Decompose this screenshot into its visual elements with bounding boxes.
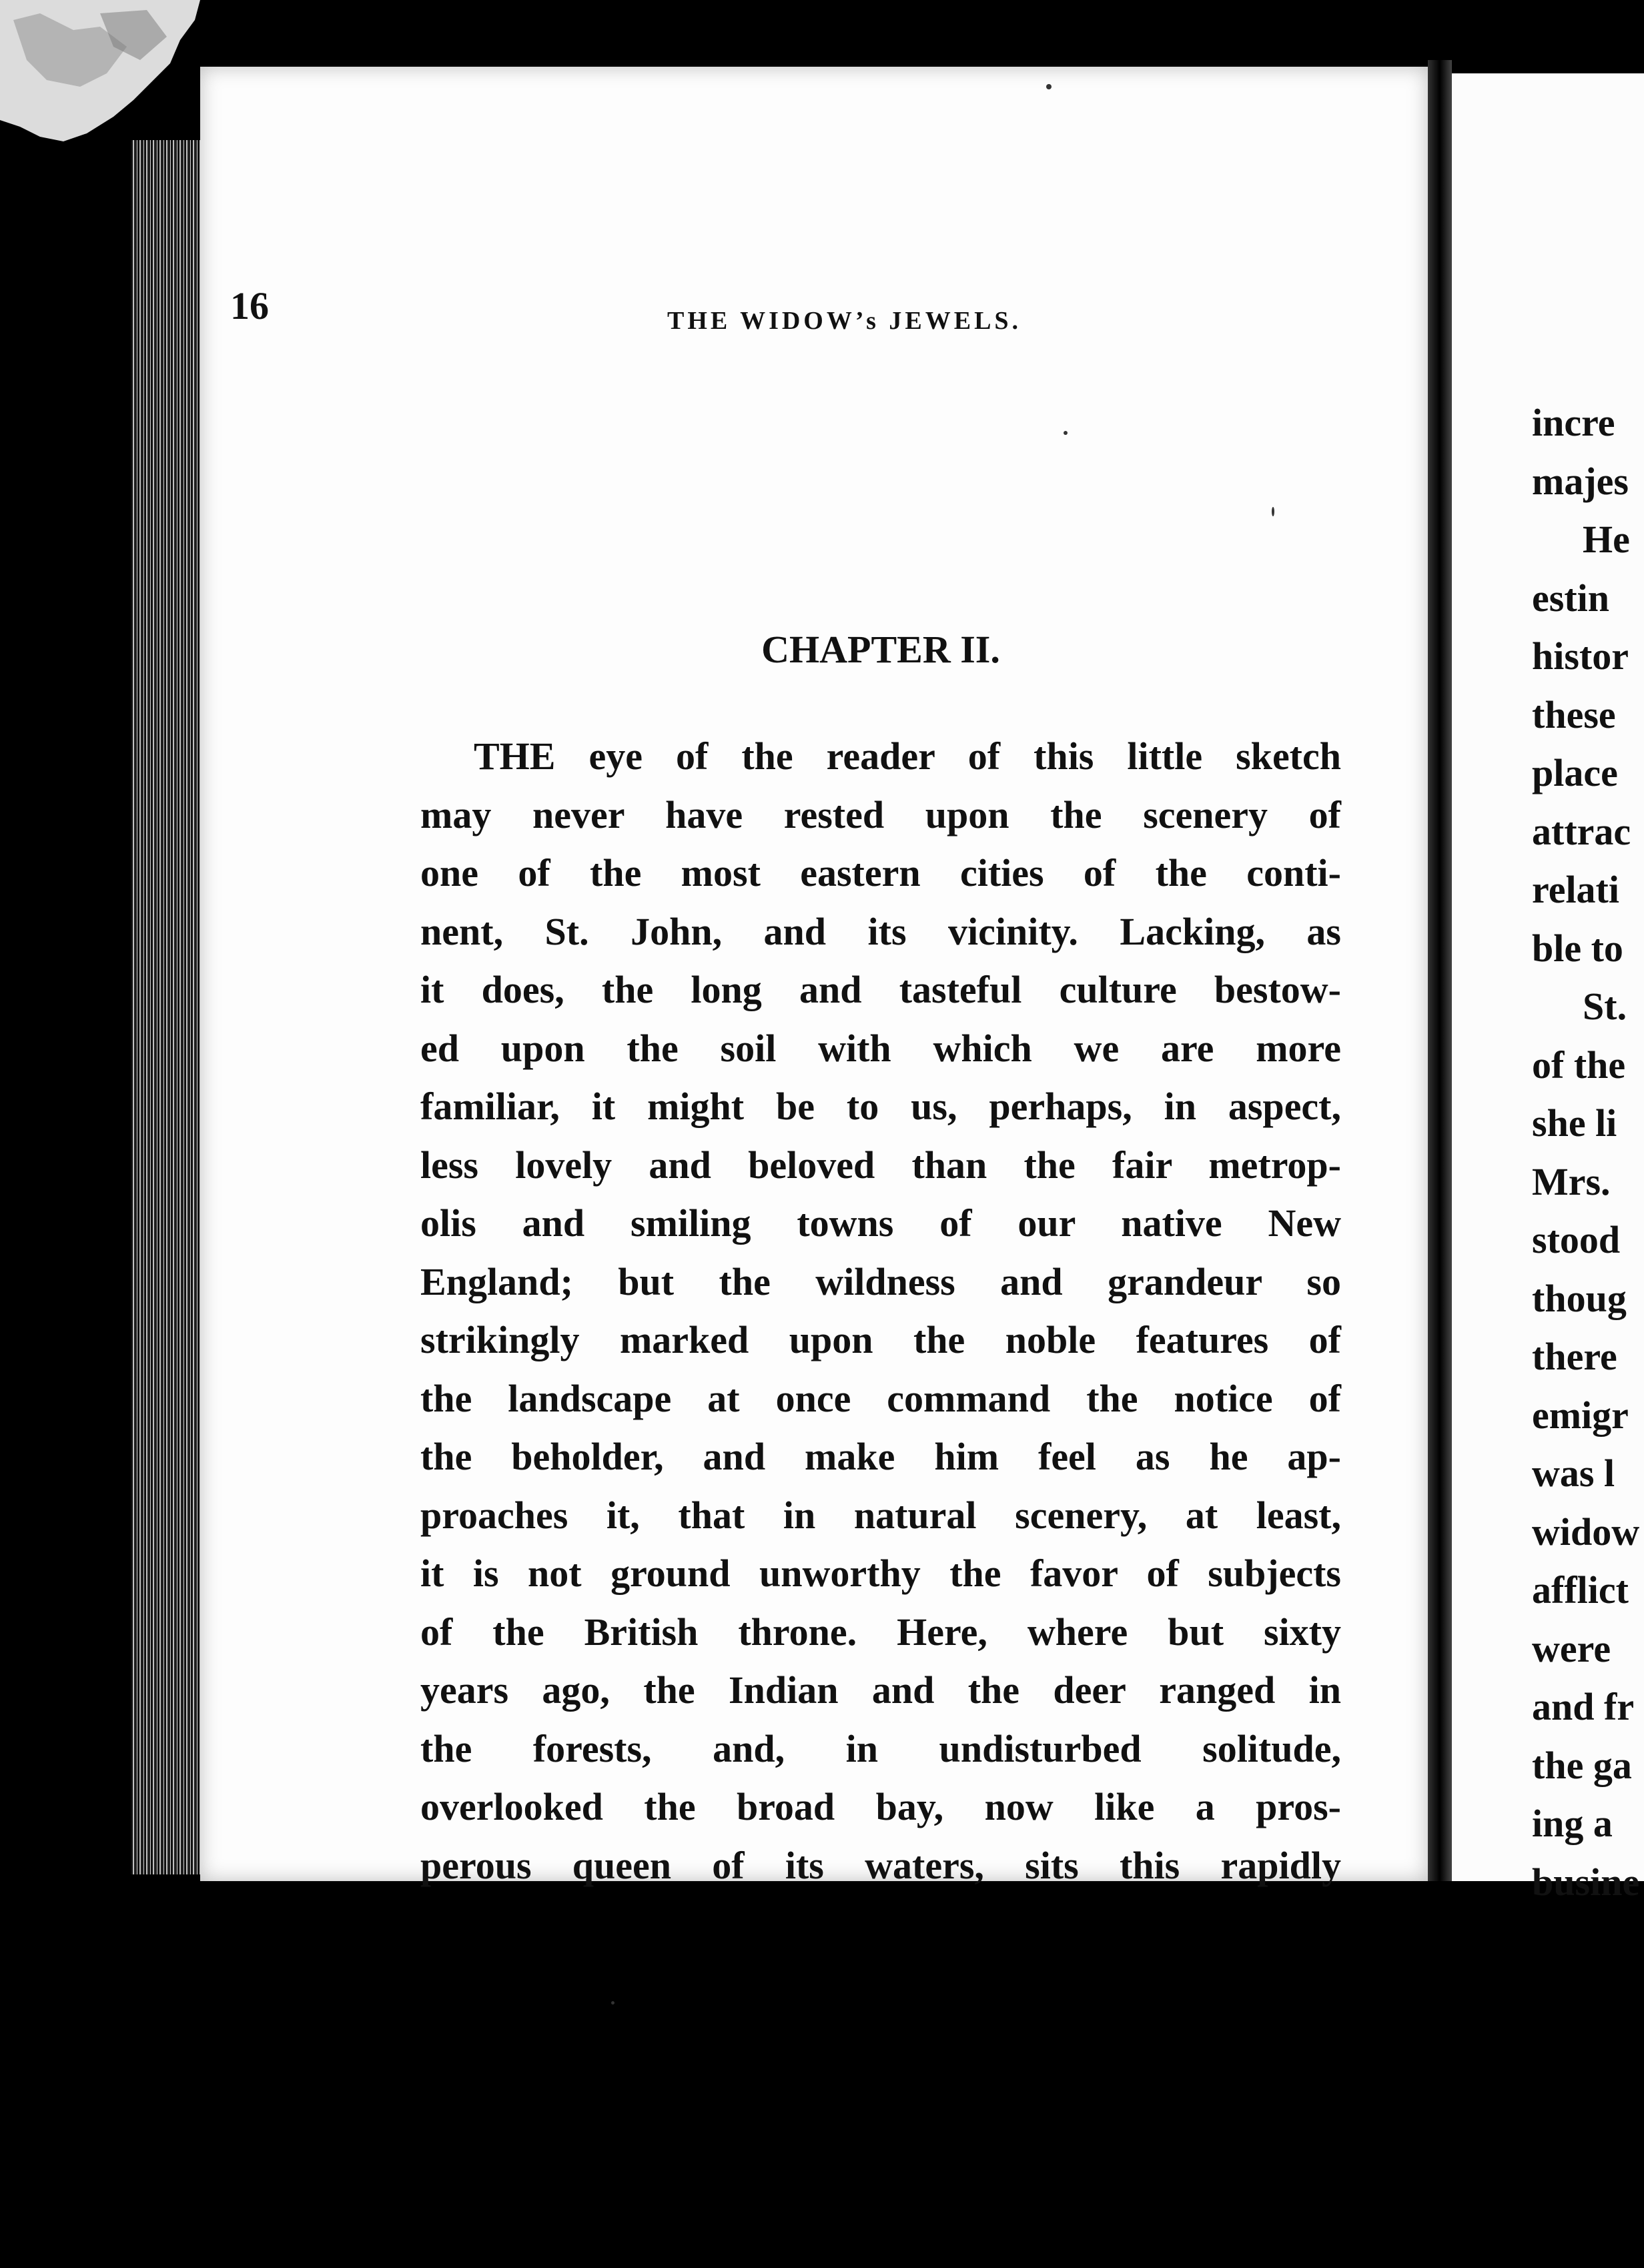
text-line: it is not ground unworthy the favor of subjects [420,1552,1341,1595]
text-line: perous queen of its waters, sits this rapidly [420,1843,1341,1887]
text-line: overlooked the broad bay, now like a pros- [420,1785,1341,1828]
right-text-line: emigr [1532,1393,1629,1437]
right-text-line: the ga [1532,1743,1632,1787]
chapter-title: CHAPTER II. [761,628,1000,671]
text-line: may never have rested upon the scenery of [420,792,1341,836]
text-line: olis and smiling towns of our native New [420,1201,1341,1245]
book-page-edges [131,140,204,1874]
right-text-line: she li [1532,1101,1617,1145]
text-line: of the British throne. Here, where but sixty [420,1610,1341,1654]
scan-speck [611,2001,614,2005]
right-text-line: Mrs. [1532,1159,1611,1203]
right-text-line: stood [1532,1218,1621,1261]
right-text-line: ble to [1532,926,1623,970]
text-line: nent, St. John, and its vicinity. Lacking, as [420,909,1341,953]
book-gutter [1428,60,1452,1901]
running-head: THE WIDOW’s JEWELS. [667,307,1022,335]
right-text-line: was l [1532,1452,1615,1495]
scan-speck [1064,431,1068,435]
right-text-line: estin [1532,576,1609,620]
right-text-line: place [1532,751,1618,794]
text-line: proaches it, that in natural scenery, at least, [420,1493,1341,1537]
right-page-text [1532,394,1639,1911]
text-line: strikingly marked upon the noble features of [420,1318,1341,1361]
right-text-line: majes [1532,459,1629,503]
right-text-line: and fr [1532,1685,1635,1728]
right-text-line: ing a [1532,1802,1613,1845]
right-text-line: there [1532,1335,1617,1378]
right-text-line: these [1532,692,1616,736]
right-text-line: He [1583,518,1630,561]
text-line: years ago, the Indian and the deer ranged in [420,1668,1341,1712]
scan-bottom-border [120,1881,1644,2268]
text-line: England; but the wildness and grandeur so [420,1259,1341,1303]
text-line: familiar, it might be to us, perhaps, in aspect, [420,1085,1341,1128]
right-text-line: busine [1532,1860,1640,1904]
right-text-line: thoug [1532,1276,1627,1320]
text-line: the forests, and, in undisturbed solitude, [420,1726,1341,1770]
text-line: the beholder, and make him feel as he ap- [420,1435,1341,1478]
right-text-line: were [1532,1626,1611,1670]
right-text-line: attrac [1532,809,1631,853]
text-line: one of the most eastern cities of the conti- [420,851,1341,895]
text-line: the landscape at once command the notice of [420,1376,1341,1420]
chapter-body-text [420,727,1341,1894]
scan-speck [1272,507,1274,516]
page-number: 16 [230,284,269,328]
right-text-line: afflict [1532,1568,1629,1612]
text-line: less lovely and beloved than the fair metrop- [420,1143,1341,1187]
text-line: THE eye of the reader of this little sketch [474,734,1341,778]
scan-speck [1046,84,1052,89]
right-text-line: incre [1532,401,1615,444]
right-text-line: St. [1583,985,1627,1028]
text-line: ed upon the soil with which we are more [420,1026,1341,1070]
right-text-line: histor [1532,634,1629,678]
text-line: it does, the long and tasteful culture bestow- [420,968,1341,1011]
torn-paper-fragment [0,0,200,143]
right-text-line: of the [1532,1043,1626,1087]
right-text-line: relati [1532,868,1619,911]
right-text-line: widow [1532,1510,1640,1554]
